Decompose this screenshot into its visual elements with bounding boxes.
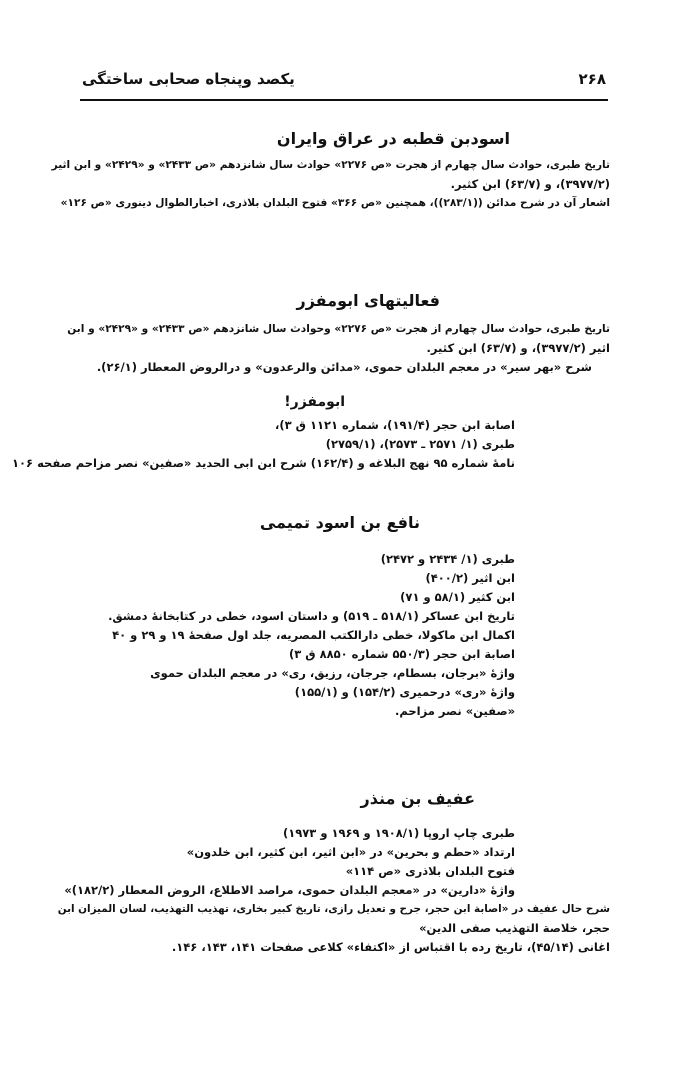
reference-line: اغانی (۴۵/۱۴)، تاریخ رده با اقتباس از «اکتفاء» کلاعی صفحات ۱۴۱، ۱۴۳، ۱۴۶.: [171, 940, 610, 954]
reference-line: نامهٔ شماره ۹۵ نهج البلاغه و (۱۶۲/۴) شرح ابن ابی الحدید «صفین» نصر مزاحم صفحه ۱۰۶: [12, 456, 515, 470]
running-title: یکصد وپنجاه صحابی ساختگی: [82, 70, 295, 88]
section-heading: نافع بن اسود تمیمی: [259, 513, 420, 532]
reference-line: اکمال ابن ماکولا، خطی دارالکتب المصریه، جلد اول صفحهٔ ۱۹ و ۲۹ و ۴۰: [112, 628, 515, 642]
reference-list: [57, 824, 610, 957]
reference-line: ابن کثیر (۵۸/۱ و ۷۱): [400, 590, 515, 604]
reference-line: واژهٔ «ری» درحمیری (۱۵۴/۲) و (۱۵۵/۱): [294, 685, 515, 699]
reference-line: اصابة ابن حجر (۵۵۰/۳ شماره ۸۸۵۰ ق ۳): [289, 647, 515, 661]
section-heading: عفیف بن منذر: [360, 789, 475, 808]
page-number: ۲۶۸: [578, 70, 606, 88]
reference-line: تاریخ ابن عساکر (۵۱۸/۱ ـ ۵۱۹) و داستان اسود، خطی در کتابخانهٔ دمشق.: [108, 609, 515, 623]
section-aswad-bin-qutba: [51, 128, 610, 213]
page-header: [82, 66, 606, 96]
reference-list: [51, 156, 610, 213]
reference-line: ابن اثیر (۴۰۰/۲): [425, 571, 515, 585]
reference-list: [67, 320, 610, 377]
reference-line: تاریخ طبری، حوادث سال چهارم از هجرت «ص ۲۲۷۶» حوادث سال شانزدهم «ص ۲۴۳۳» و «۲۴۲۹» و ابن اثیر: [51, 159, 610, 171]
reference-line: تاریخ طبری، حوادث سال چهارم از هجرت «ص ۲۲۷۶» وحوادث سال شانزدهم «ص ۲۴۳۳» و «۲۴۲۹» و ابن: [67, 323, 610, 335]
reference-line: فتوح البلدان بلاذری «ص ۱۱۴»: [345, 864, 515, 878]
reference-line: شرح «بهر سیر» در معجم البلدان حموی، «مدائن والرعدون» و درالروض المعطار (۲۶/۱).: [96, 360, 592, 374]
reference-line: اصابة ابن حجر (۱۹۱/۴)، شماره ۱۱۲۱ ق ۳)،: [275, 418, 515, 432]
section-nafi-bin-aswad: [75, 512, 515, 721]
reference-line: ارتداد «حطم و بحرین» در «ابن اثیر، ابن کثیر، ابن خلدون»: [186, 845, 515, 859]
reference-list: [75, 550, 515, 721]
reference-line: شرح حال عفیف در «اصابة ابن حجر، جرح و تعدیل رازی، تاریخ کبیر بخاری، تهذیب التهذیب، لسان المیزان ابن: [57, 903, 610, 915]
section-abu-mufazzar: [12, 392, 515, 473]
section-heading: اسودبن قطبه در عراق وایران: [276, 129, 510, 148]
reference-line: اشعار آن در شرح مدائن ((۲۸۳/۱))، همچنین «ص ۳۶۶» فتوح البلدان بلاذری، اخبارالطوال دینوری «ص ۱۲۶»: [60, 197, 610, 209]
section-heading: فعالیتهای ابومفزر: [296, 291, 440, 310]
reference-line: «صفین» نصر مزاحم.: [395, 704, 515, 718]
reference-list: [12, 416, 515, 473]
reference-line: اثیر (۳۹۷۷/۲)، و (۶۳/۷) ابن کثیر.: [426, 341, 610, 355]
reference-line: طبری (۱/ ۲۵۷۱ ـ ۲۵۷۳)، (۲۷۵۹/۱): [325, 437, 515, 451]
reference-line: واژهٔ «دارین» در «معجم البلدان حموی، مراصد الاطلاع، الروض المعطار (۱۸۲/۲)»: [64, 883, 515, 897]
reference-line: واژهٔ «برجان، بسطام، جرجان، رزیق، ری» در معجم البلدان حموی: [150, 666, 515, 680]
reference-line: طبری چاپ اروپا (۱۹۰۸/۱ و ۱۹۶۹ و ۱۹۷۳): [282, 826, 515, 840]
section-abu-mufazzar-activities: [67, 290, 610, 377]
reference-line: طبری (۱/ ۲۴۳۴ و ۲۴۷۲): [380, 552, 515, 566]
header-rule: [80, 99, 608, 101]
section-afif-bin-munzir: [57, 788, 610, 957]
reference-line: (۳۹۷۷/۲)، و (۶۳/۷) ابن کثیر.: [450, 177, 610, 191]
reference-line: حجر، خلاصة التهذیب صفی الدین»: [419, 921, 610, 935]
section-heading: ابومفزر!: [284, 394, 345, 410]
